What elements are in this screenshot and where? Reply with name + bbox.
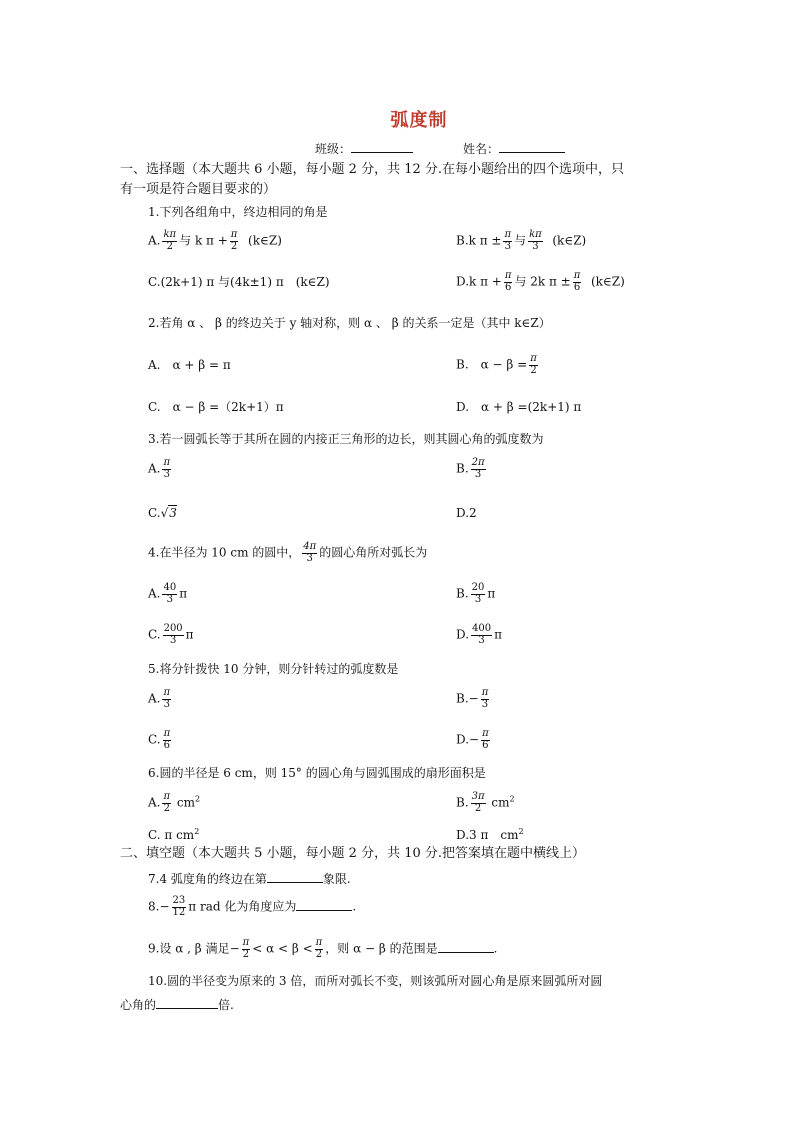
q3-stem: 3.若一圆弧长等于其所在圆的内接正三角形的边长，则其圆心角的弧度数为 xyxy=(148,432,544,446)
class-field xyxy=(315,140,413,157)
q2-stem: 2.若角 α 、 β 的终边关于 y 轴对称，则 α 、 β 的关系一定是（其中 k∈Z） xyxy=(148,316,551,330)
q2-option-b[interactable]: B. α − β = $\frac{\pi}{2}$ xyxy=(456,353,537,376)
q4-option-a[interactable]: A. $\frac{40}{3}$ π xyxy=(148,582,188,605)
q8: 8.− $\frac{23}{12}$ π rad 化为角度应为 . xyxy=(148,895,357,918)
q3-option-b[interactable]: B. $\frac{2\pi}{3}$ xyxy=(456,457,485,480)
q4-stem: 4.在半径为 10 cm 的圆中， $\frac{4\pi}{3}$ 的圆心角所对弧长为 xyxy=(148,541,428,564)
q9: 9.设 α , β 满足− $\frac{\pi}{2}$ < α < β < $\frac{\pi}{2}$ ，则 α − β 的范围是 . xyxy=(148,937,498,960)
q10-line1: 10.圆的半径变为原来的 3 倍，而所对弧长不变，则该弧所对圆心角是原来圆弧所对圆 xyxy=(148,974,603,988)
q4-option-b[interactable]: B. $\frac{20}{3}$ π xyxy=(456,582,496,605)
q7: 7.4 弧度角的终边在第 象限. xyxy=(148,872,351,886)
class-blank[interactable] xyxy=(351,140,413,153)
q5-option-d[interactable]: D.− $\frac{\pi}{6}$ xyxy=(456,728,489,751)
q1-stem: 1.下列各组角中，终边相同的角是 xyxy=(148,205,328,219)
q9-answer-blank[interactable] xyxy=(438,940,494,953)
section1-heading: 一、选择题（本大题共 6 小题，每小题 2 分，共 12 分.在每小题给出的四个选项中，只 xyxy=(120,162,625,177)
q5-stem: 5.将分针拨快 10 分钟，则分针转过的弧度数是 xyxy=(148,662,399,676)
q1-option-d[interactable]: D.k π + $\frac{\pi}{6}$ 与 2k π ± $\frac{\pi}{6}$ (k∈Z) xyxy=(456,270,625,293)
name-field xyxy=(463,140,565,157)
q3-option-a[interactable]: A. $\frac{\pi}{3}$ xyxy=(148,457,171,480)
name-label: 姓名： xyxy=(463,142,500,156)
q6-option-a[interactable]: A. $\frac{\pi}{2}$ $cm^2$ xyxy=(148,791,201,814)
q3-option-d[interactable]: D.2 xyxy=(456,506,477,520)
q2-option-d[interactable]: D. α + β =(2k+1) π xyxy=(456,400,582,414)
name-blank[interactable] xyxy=(499,140,565,153)
q3-option-c[interactable]: C.√3 xyxy=(148,506,177,520)
section2-heading: 二、填空题（本大题共 5 小题，每小题 2 分，共 10 分.把答案填在题中横线上） xyxy=(120,846,586,861)
q8-answer-blank[interactable] xyxy=(296,898,352,911)
q1-option-b[interactable]: B.k π ± $\frac{\pi}{3}$ 与 $\frac{k\pi}{3}$ (k∈Z) xyxy=(456,229,587,252)
q10-line2: 心角的 倍. xyxy=(120,998,234,1012)
q6-option-b[interactable]: B. $\frac{3\pi}{2}$ $cm^2$ xyxy=(456,791,515,814)
class-label: 班级： xyxy=(315,142,352,156)
q6-option-c[interactable]: C. π $cm^2$ xyxy=(148,827,200,842)
q5-option-a[interactable]: A. $\frac{\pi}{3}$ xyxy=(148,687,171,710)
q7-answer-blank[interactable] xyxy=(267,870,323,883)
q2-option-c[interactable]: C. α − β =（2k+1）π xyxy=(148,400,284,414)
page-title: 弧度制 xyxy=(390,110,448,131)
section1-heading-cont: 有一项是符合题目要求的） xyxy=(120,182,277,197)
q4-option-c[interactable]: C. $\frac{200}{3}$ π xyxy=(148,623,194,646)
q1-option-a[interactable]: A. $\frac{k\pi}{2}$ 与 k π + $\frac{\pi}{2}$ (k∈Z) xyxy=(148,229,282,252)
q6-option-d[interactable]: D.3 π $cm^2$ xyxy=(456,827,524,842)
q2-option-a[interactable]: A. α + β = π xyxy=(148,358,231,372)
q5-option-b[interactable]: B.− $\frac{\pi}{3}$ xyxy=(456,687,489,710)
q6-stem: 6.圆的半径是 6 cm，则 15° 的圆心角与圆弧围成的扇形面积是 xyxy=(148,766,486,780)
q10-answer-blank[interactable] xyxy=(156,996,218,1009)
q1-option-c[interactable]: C.(2k+1) π 与(4k±1) π (k∈Z) xyxy=(148,275,330,289)
q5-option-c[interactable]: C. $\frac{\pi}{6}$ xyxy=(148,728,171,751)
q4-option-d[interactable]: D. $\frac{400}{3}$ π xyxy=(456,623,502,646)
